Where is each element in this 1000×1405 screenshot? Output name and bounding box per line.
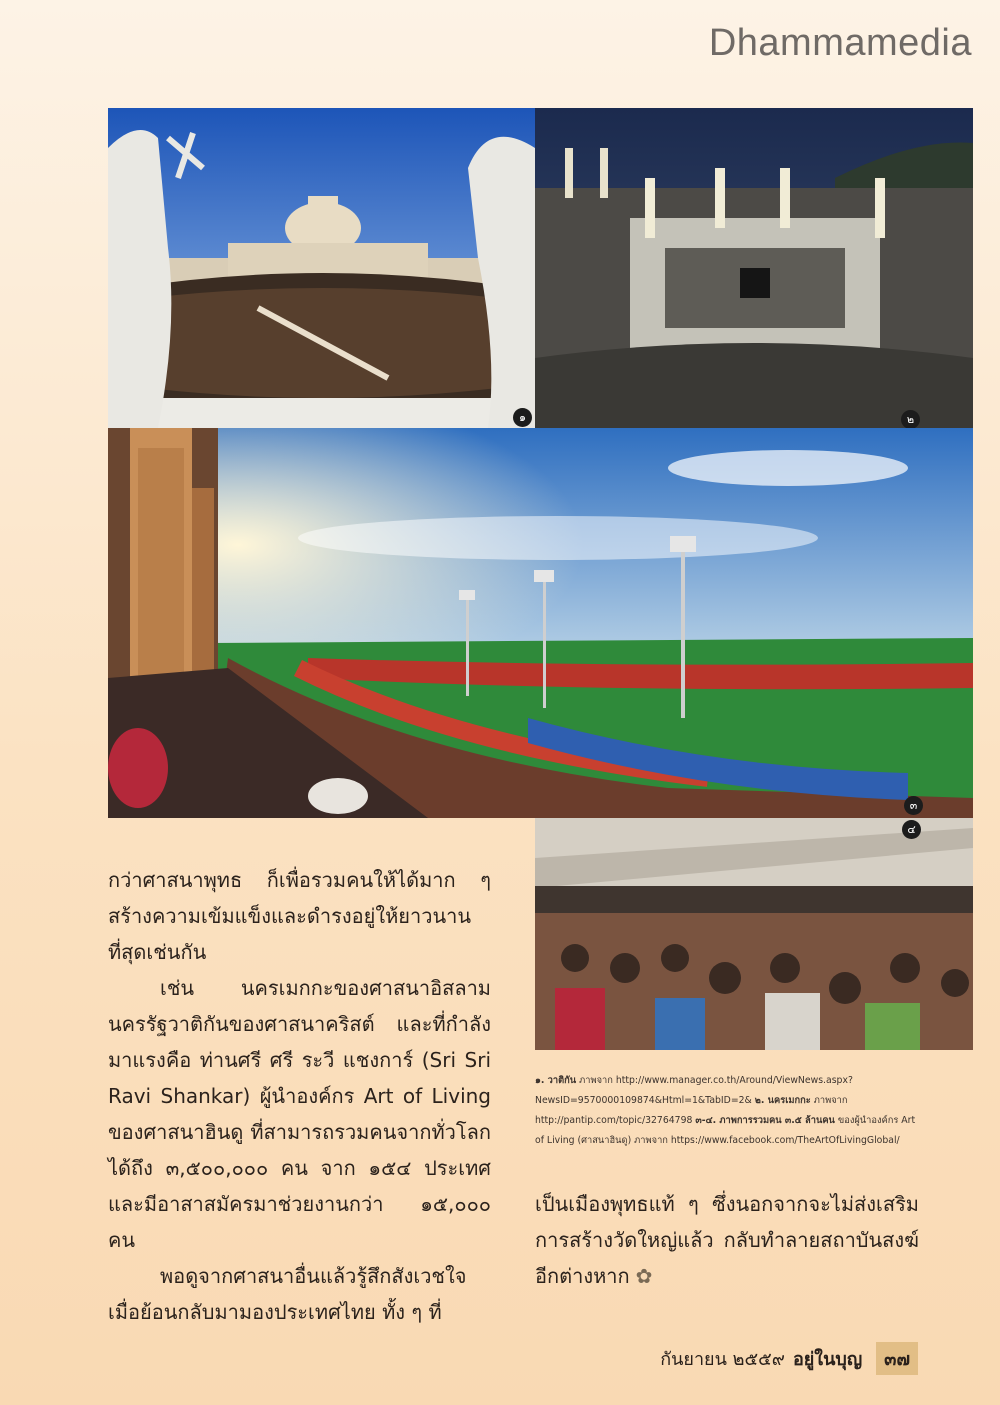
photo-number-badge: ๒ [901, 410, 920, 428]
left-text-column [108, 862, 491, 1330]
photo-number-badge: ๔ [902, 820, 921, 839]
caption-label: ๓-๔. ภาพการรวมคน ๓.๕ ล้านคน [695, 1115, 835, 1126]
page-footer [660, 1342, 918, 1375]
brand-title: Dhammamedia [708, 22, 972, 64]
photo-mecca [535, 108, 973, 428]
caption-text: ภาพจาก http://www.manager.co.th/Around/ViewNews.aspx?NewsID=9570000109874&Html=1&TabID=2& [535, 1075, 853, 1106]
right-text-column [535, 1186, 919, 1294]
paragraph [535, 1186, 919, 1294]
photo-caption [535, 1071, 919, 1151]
photo-stadium [108, 428, 973, 818]
caption-label: ๑. วาติกัน [535, 1075, 577, 1086]
paragraph-text: เป็นเมืองพุทธแท้ ๆ ซึ่งนอกจากจะไม่ส่งเสริมการสร้างวัดใหญ่แล้ว กลับทำลายสถาบันสงฆ์อีกต่างหาก [535, 1192, 919, 1288]
photo-hall [535, 818, 973, 1050]
paragraph: กว่าศาสนาพุทธ ก็เพื่อรวมคนให้ได้มาก ๆ สร้างความเข้มแข็งและดำรงอยู่ให้ยาวนานที่สุดเช่นกัน [108, 868, 491, 964]
photo-number-badge: ๓ [904, 796, 923, 815]
end-of-article-icon: ✿ [635, 1264, 653, 1288]
caption-text: ภาพจาก http://pantip.com/topic/32764798 [535, 1095, 848, 1126]
issue-date: กันยายน ๒๕๕๙ [660, 1349, 785, 1370]
caption-text: ของผู้นำองค์กร Art of Living (ศาสนาฮินดู) ภาพจาก https://www.facebook.com/TheArtOfLivingGlobal/ [535, 1115, 916, 1146]
caption-label: ๒. นครเมกกะ [754, 1095, 811, 1106]
photo-vatican [108, 108, 535, 428]
paragraph: พอดูจากศาสนาอื่นแล้วรู้สึกสังเวชใจ เมื่อย้อนกลับมามองประเทศไทย ทั้ง ๆ ที่ [108, 1264, 467, 1324]
paragraph: เช่น นครเมกกะของศาสนาอิสลาม นครรัฐวาติกันของศาสนาคริสต์ และที่กำลังมาแรงคือ ท่านศรี ศรี ระวี แชงการ์ (Sri Sri Ravi Shankar) ผู้นำองค์กร Art of Living ของศาสนาฮินดู ที่สามารถรวมคนจากทั่วโลกได้ถึง ๓,๕๐๐,๐๐๐ คน จาก ๑๕๔ ประเทศ และมีอาสาสมัครมาช่วยงานกว่า ๑๕,๐๐๐ คน [108, 976, 491, 1252]
magazine-name: อยู่ในบุญ [792, 1349, 863, 1370]
page-number: ๓๗ [876, 1342, 918, 1375]
photo-number-badge: ๑ [513, 408, 532, 427]
